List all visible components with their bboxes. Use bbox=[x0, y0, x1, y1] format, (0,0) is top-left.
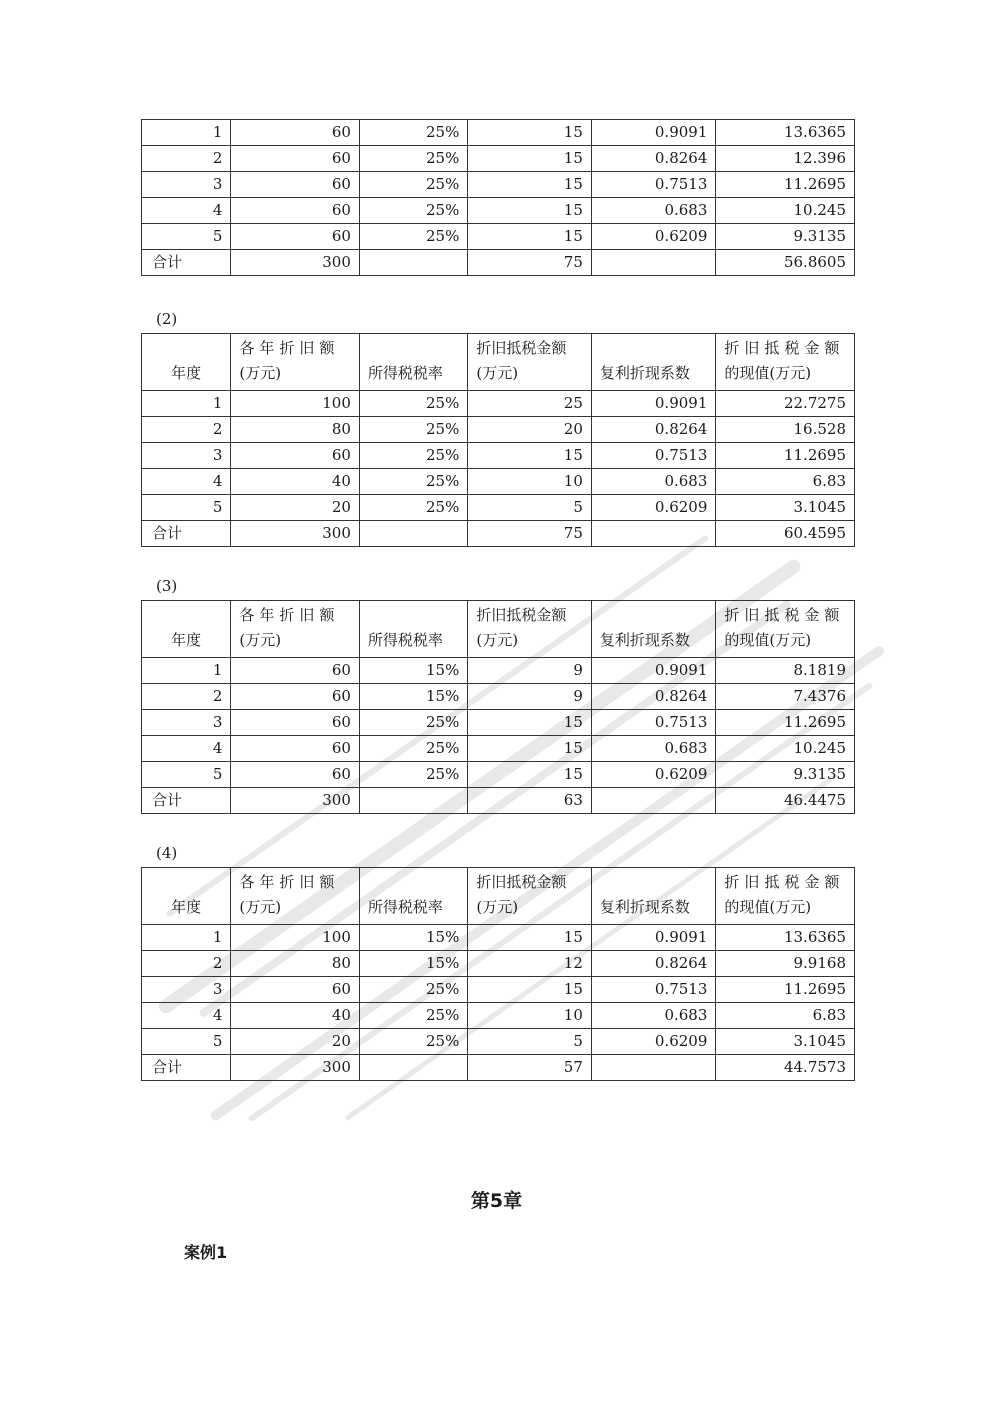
table-4-label: (4) bbox=[156, 844, 178, 862]
header-line: 折旧抵税金额 bbox=[476, 339, 567, 357]
header-tax-rate: 所得税税率 bbox=[359, 334, 467, 391]
cell-depreciation: 20 bbox=[231, 1029, 360, 1055]
cell-depreciation: 100 bbox=[231, 925, 360, 951]
cell-discount-factor: 0.7513 bbox=[591, 443, 716, 469]
header-tax-shield bbox=[468, 868, 592, 925]
case-title: 案例1 bbox=[184, 1243, 228, 1262]
cell-total-depreciation: 300 bbox=[231, 1055, 360, 1081]
cell-total-tax-shield: 75 bbox=[468, 521, 592, 547]
header-line: 折旧抵税金额 bbox=[724, 339, 845, 357]
chapter-title: 第5章 bbox=[470, 1190, 523, 1212]
cell-present-value: 3.1045 bbox=[716, 1029, 855, 1055]
cell-tax-rate: 15% bbox=[359, 684, 467, 710]
cell-total-label: 合计 bbox=[142, 788, 231, 814]
cell-depreciation: 60 bbox=[231, 224, 360, 250]
table-row bbox=[142, 495, 855, 521]
cell-discount-factor: 0.6209 bbox=[591, 762, 716, 788]
table-row bbox=[142, 1029, 855, 1055]
cell-discount-factor: 0.683 bbox=[591, 736, 716, 762]
cell-year: 2 bbox=[142, 684, 231, 710]
cell-tax-shield: 5 bbox=[468, 495, 592, 521]
cell-year: 1 bbox=[142, 391, 231, 417]
table-row bbox=[142, 762, 855, 788]
cell-year: 5 bbox=[142, 495, 231, 521]
cell-present-value: 13.6365 bbox=[716, 925, 855, 951]
cell-tax-shield: 9 bbox=[468, 658, 592, 684]
cell-depreciation: 60 bbox=[231, 710, 360, 736]
cell-present-value: 12.396 bbox=[716, 146, 855, 172]
cell-year: 2 bbox=[142, 146, 231, 172]
cell-present-value: 9.3135 bbox=[716, 224, 855, 250]
cell-discount-factor: 0.683 bbox=[591, 1003, 716, 1029]
cell-depreciation: 60 bbox=[231, 120, 360, 146]
cell-total-discount-factor bbox=[591, 788, 716, 814]
table-3 bbox=[141, 600, 855, 814]
cell-discount-factor: 0.8264 bbox=[591, 146, 716, 172]
table-row bbox=[142, 120, 855, 146]
cell-present-value: 7.4376 bbox=[716, 684, 855, 710]
table-1 bbox=[141, 119, 855, 276]
cell-tax-rate: 25% bbox=[359, 736, 467, 762]
header-line: (万元) bbox=[239, 364, 282, 382]
cell-discount-factor: 0.8264 bbox=[591, 684, 716, 710]
cell-discount-factor: 0.683 bbox=[591, 198, 716, 224]
cell-tax-rate: 25% bbox=[359, 443, 467, 469]
header-line: 折旧抵税金额 bbox=[724, 606, 845, 624]
header-line: 的现值(万元) bbox=[724, 631, 812, 649]
header-depreciation bbox=[231, 868, 360, 925]
header-discount-factor: 复利折现系数 bbox=[591, 601, 716, 658]
cell-tax-shield: 15 bbox=[468, 443, 592, 469]
watermark-stamp bbox=[60, 470, 960, 1190]
cell-tax-shield: 25 bbox=[468, 391, 592, 417]
cell-tax-rate: 25% bbox=[359, 977, 467, 1003]
cell-total-depreciation: 300 bbox=[231, 250, 360, 276]
table-header-row bbox=[142, 601, 855, 658]
cell-present-value: 9.3135 bbox=[716, 762, 855, 788]
header-present-value bbox=[716, 334, 855, 391]
cell-tax-rate: 25% bbox=[359, 469, 467, 495]
cell-total-present-value: 44.7573 bbox=[716, 1055, 855, 1081]
cell-tax-rate: 25% bbox=[359, 172, 467, 198]
cell-present-value: 16.528 bbox=[716, 417, 855, 443]
cell-depreciation: 60 bbox=[231, 684, 360, 710]
cell-tax-rate: 25% bbox=[359, 120, 467, 146]
cell-present-value: 10.245 bbox=[716, 736, 855, 762]
header-depreciation bbox=[231, 601, 360, 658]
cell-year: 5 bbox=[142, 224, 231, 250]
cell-depreciation: 40 bbox=[231, 469, 360, 495]
cell-tax-shield: 10 bbox=[468, 1003, 592, 1029]
cell-year: 1 bbox=[142, 120, 231, 146]
table-row bbox=[142, 1003, 855, 1029]
table-total-row bbox=[142, 250, 855, 276]
cell-tax-shield: 5 bbox=[468, 1029, 592, 1055]
cell-tax-shield: 15 bbox=[468, 120, 592, 146]
table-3-label: (3) bbox=[156, 577, 178, 595]
table-row bbox=[142, 658, 855, 684]
cell-discount-factor: 0.9091 bbox=[591, 658, 716, 684]
header-line: (万元) bbox=[476, 898, 519, 916]
cell-discount-factor: 0.9091 bbox=[591, 120, 716, 146]
cell-tax-rate: 25% bbox=[359, 762, 467, 788]
cell-tax-rate: 25% bbox=[359, 224, 467, 250]
cell-total-present-value: 60.4595 bbox=[716, 521, 855, 547]
cell-depreciation: 60 bbox=[231, 443, 360, 469]
table-row bbox=[142, 443, 855, 469]
header-line: (万元) bbox=[239, 631, 282, 649]
cell-tax-shield: 15 bbox=[468, 710, 592, 736]
cell-year: 2 bbox=[142, 951, 231, 977]
cell-year: 3 bbox=[142, 172, 231, 198]
cell-discount-factor: 0.7513 bbox=[591, 977, 716, 1003]
cell-discount-factor: 0.7513 bbox=[591, 710, 716, 736]
cell-tax-rate: 15% bbox=[359, 951, 467, 977]
cell-total-tax-rate bbox=[359, 1055, 467, 1081]
table-row bbox=[142, 417, 855, 443]
cell-present-value: 11.2695 bbox=[716, 710, 855, 736]
cell-total-tax-shield: 75 bbox=[468, 250, 592, 276]
cell-depreciation: 40 bbox=[231, 1003, 360, 1029]
cell-total-depreciation: 300 bbox=[231, 521, 360, 547]
header-depreciation bbox=[231, 334, 360, 391]
cell-tax-shield: 15 bbox=[468, 172, 592, 198]
header-line: 折旧抵税金额 bbox=[476, 873, 567, 891]
table-total-row bbox=[142, 1055, 855, 1081]
cell-total-tax-rate bbox=[359, 250, 467, 276]
table-row bbox=[142, 224, 855, 250]
cell-discount-factor: 0.6209 bbox=[591, 224, 716, 250]
cell-depreciation: 60 bbox=[231, 977, 360, 1003]
table-2 bbox=[141, 333, 855, 547]
header-tax-shield bbox=[468, 601, 592, 658]
cell-tax-shield: 15 bbox=[468, 762, 592, 788]
cell-total-discount-factor bbox=[591, 521, 716, 547]
table-row bbox=[142, 172, 855, 198]
cell-tax-rate: 25% bbox=[359, 198, 467, 224]
cell-tax-rate: 15% bbox=[359, 658, 467, 684]
cell-depreciation: 80 bbox=[231, 417, 360, 443]
cell-present-value: 11.2695 bbox=[716, 977, 855, 1003]
header-line: (万元) bbox=[476, 364, 519, 382]
table-row bbox=[142, 736, 855, 762]
cell-discount-factor: 0.7513 bbox=[591, 172, 716, 198]
table-row bbox=[142, 391, 855, 417]
cell-tax-shield: 15 bbox=[468, 198, 592, 224]
header-year: 年度 bbox=[142, 601, 231, 658]
table-row bbox=[142, 977, 855, 1003]
cell-year: 1 bbox=[142, 658, 231, 684]
table-header-row bbox=[142, 334, 855, 391]
cell-tax-shield: 15 bbox=[468, 224, 592, 250]
header-line: 折旧抵税金额 bbox=[724, 873, 845, 891]
cell-tax-rate: 25% bbox=[359, 417, 467, 443]
table-row bbox=[142, 198, 855, 224]
header-tax-shield bbox=[468, 334, 592, 391]
cell-present-value: 3.1045 bbox=[716, 495, 855, 521]
cell-year: 4 bbox=[142, 198, 231, 224]
cell-depreciation: 60 bbox=[231, 736, 360, 762]
cell-tax-rate: 25% bbox=[359, 146, 467, 172]
cell-depreciation: 60 bbox=[231, 146, 360, 172]
cell-tax-rate: 25% bbox=[359, 1029, 467, 1055]
table-row bbox=[142, 146, 855, 172]
header-year: 年度 bbox=[142, 334, 231, 391]
cell-year: 4 bbox=[142, 736, 231, 762]
cell-year: 3 bbox=[142, 977, 231, 1003]
cell-tax-shield: 12 bbox=[468, 951, 592, 977]
header-discount-factor: 复利折现系数 bbox=[591, 334, 716, 391]
cell-year: 4 bbox=[142, 1003, 231, 1029]
header-present-value bbox=[716, 601, 855, 658]
cell-tax-shield: 15 bbox=[468, 925, 592, 951]
header-line: 的现值(万元) bbox=[724, 364, 812, 382]
header-discount-factor: 复利折现系数 bbox=[591, 868, 716, 925]
cell-year: 5 bbox=[142, 1029, 231, 1055]
cell-discount-factor: 0.8264 bbox=[591, 417, 716, 443]
cell-year: 2 bbox=[142, 417, 231, 443]
cell-depreciation: 20 bbox=[231, 495, 360, 521]
cell-depreciation: 60 bbox=[231, 658, 360, 684]
cell-total-tax-shield: 57 bbox=[468, 1055, 592, 1081]
table-row bbox=[142, 951, 855, 977]
cell-depreciation: 60 bbox=[231, 172, 360, 198]
cell-year: 3 bbox=[142, 443, 231, 469]
table-total-row bbox=[142, 788, 855, 814]
cell-present-value: 13.6365 bbox=[716, 120, 855, 146]
cell-discount-factor: 0.9091 bbox=[591, 925, 716, 951]
cell-tax-shield: 9 bbox=[468, 684, 592, 710]
table-2-label: (2) bbox=[156, 310, 178, 328]
cell-tax-shield: 15 bbox=[468, 977, 592, 1003]
cell-total-label: 合计 bbox=[142, 250, 231, 276]
cell-present-value: 6.83 bbox=[716, 1003, 855, 1029]
cell-year: 4 bbox=[142, 469, 231, 495]
table-row bbox=[142, 925, 855, 951]
cell-depreciation: 60 bbox=[231, 762, 360, 788]
cell-tax-shield: 20 bbox=[468, 417, 592, 443]
cell-discount-factor: 0.683 bbox=[591, 469, 716, 495]
cell-year: 3 bbox=[142, 710, 231, 736]
table-4 bbox=[141, 867, 855, 1081]
table-row bbox=[142, 684, 855, 710]
header-line: 折旧抵税金额 bbox=[476, 606, 567, 624]
cell-total-label: 合计 bbox=[142, 521, 231, 547]
header-present-value bbox=[716, 868, 855, 925]
cell-total-discount-factor bbox=[591, 250, 716, 276]
cell-present-value: 10.245 bbox=[716, 198, 855, 224]
header-line: (万元) bbox=[476, 631, 519, 649]
cell-present-value: 9.9168 bbox=[716, 951, 855, 977]
cell-total-discount-factor bbox=[591, 1055, 716, 1081]
cell-present-value: 22.7275 bbox=[716, 391, 855, 417]
cell-tax-shield: 15 bbox=[468, 146, 592, 172]
cell-total-tax-rate bbox=[359, 788, 467, 814]
header-tax-rate: 所得税税率 bbox=[359, 601, 467, 658]
cell-total-depreciation: 300 bbox=[231, 788, 360, 814]
cell-discount-factor: 0.6209 bbox=[591, 1029, 716, 1055]
cell-discount-factor: 0.8264 bbox=[591, 951, 716, 977]
cell-total-present-value: 56.8605 bbox=[716, 250, 855, 276]
header-line: 各年折旧额 bbox=[239, 606, 340, 624]
header-line: 各年折旧额 bbox=[239, 339, 340, 357]
cell-present-value: 11.2695 bbox=[716, 172, 855, 198]
cell-depreciation: 100 bbox=[231, 391, 360, 417]
cell-tax-shield: 10 bbox=[468, 469, 592, 495]
header-year: 年度 bbox=[142, 868, 231, 925]
cell-present-value: 8.1819 bbox=[716, 658, 855, 684]
cell-tax-rate: 25% bbox=[359, 495, 467, 521]
cell-discount-factor: 0.9091 bbox=[591, 391, 716, 417]
cell-tax-rate: 15% bbox=[359, 925, 467, 951]
cell-discount-factor: 0.6209 bbox=[591, 495, 716, 521]
cell-depreciation: 80 bbox=[231, 951, 360, 977]
table-row bbox=[142, 469, 855, 495]
cell-present-value: 11.2695 bbox=[716, 443, 855, 469]
cell-present-value: 6.83 bbox=[716, 469, 855, 495]
cell-total-tax-rate bbox=[359, 521, 467, 547]
cell-total-tax-shield: 63 bbox=[468, 788, 592, 814]
cell-tax-rate: 25% bbox=[359, 710, 467, 736]
cell-tax-shield: 15 bbox=[468, 736, 592, 762]
header-tax-rate: 所得税税率 bbox=[359, 868, 467, 925]
table-header-row bbox=[142, 868, 855, 925]
header-line: 各年折旧额 bbox=[239, 873, 340, 891]
cell-year: 5 bbox=[142, 762, 231, 788]
cell-tax-rate: 25% bbox=[359, 1003, 467, 1029]
header-line: (万元) bbox=[239, 898, 282, 916]
cell-total-present-value: 46.4475 bbox=[716, 788, 855, 814]
cell-year: 1 bbox=[142, 925, 231, 951]
table-row bbox=[142, 710, 855, 736]
header-line: 的现值(万元) bbox=[724, 898, 812, 916]
table-total-row bbox=[142, 521, 855, 547]
cell-tax-rate: 25% bbox=[359, 391, 467, 417]
cell-depreciation: 60 bbox=[231, 198, 360, 224]
cell-total-label: 合计 bbox=[142, 1055, 231, 1081]
